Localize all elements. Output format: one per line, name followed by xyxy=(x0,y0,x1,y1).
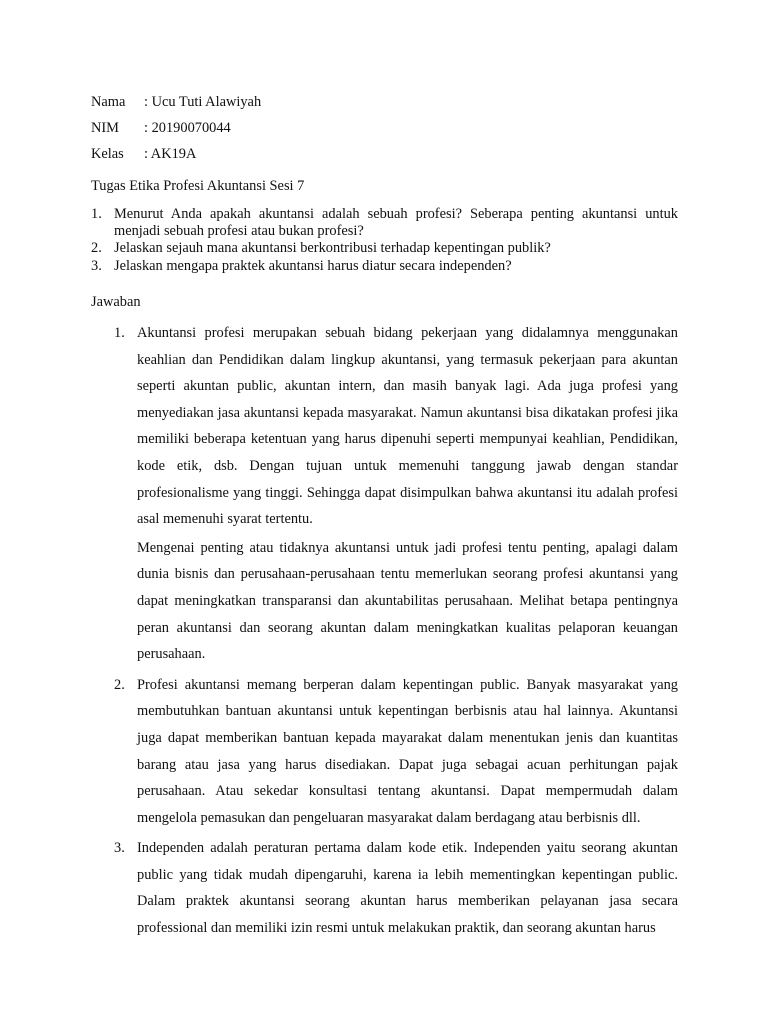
answer-item xyxy=(114,835,678,941)
question-item xyxy=(91,258,678,275)
answer-item xyxy=(114,672,678,832)
kelas-row xyxy=(91,143,261,169)
answer-number: 3. xyxy=(114,840,125,857)
nim-row xyxy=(91,117,261,143)
kelas-label: Kelas xyxy=(91,146,124,162)
answer-body xyxy=(137,835,678,941)
answer-number: 2. xyxy=(114,676,125,693)
question-number: 1. xyxy=(91,206,102,222)
question-text: Menurut Anda apakah akuntansi adalah sebuah profesi? Seberapa penting akuntansi untuk menjadi sebuah profesi atau bukan profesi? xyxy=(114,206,678,239)
answer-paragraph: Profesi akuntansi memang berperan dalam kepentingan public. Banyak masyarakat yang membutuhkan bantuan akuntansi untuk kepentingan berbisnis atau hal lainnya. Akuntansi juga dapat memberikan bantuan kepada mayarakat dalam menentukan jenis dan kuantitas barang atau jasa yang harus disediakan. Dapat juga sebagai acuan perhitungan pajak perusahaan. Atau sekedar konsultasi tentang akuntansi. Dapat mempermudah dalam mengelola pemasukan dan pengeluaran masyarakat dalam berdagang atau berbisnis dll. xyxy=(137,676,678,826)
question-text: Jelaskan mengapa praktek akuntansi harus diatur secara independen? xyxy=(114,257,512,274)
question-text: Jelaskan sejauh mana akuntansi berkontribusi terhadap kepentingan publik? xyxy=(114,240,551,256)
kelas-value: : AK19A xyxy=(144,146,197,162)
answer-number: 1. xyxy=(114,325,125,341)
nama-row xyxy=(91,91,261,117)
assignment-title: Tugas Etika Profesi Akuntansi Sesi 7 xyxy=(91,178,305,194)
answer-paragraph: Mengenai penting atau tidaknya akuntansi untuk jadi profesi tentu penting, apalagi dalam dunia bisnis dan perusahaan-perusahaan tentu memerlukan seorang profesi akuntansi yang dapat meningkatkan transparansi dan akuntabilitas perusahaan. Melihat betapa pentingnya peran akuntansi dan seorang akuntan dalam meningkatkan kualitas pelaporan keuangan perusahaan. xyxy=(137,539,678,663)
nim-label: NIM xyxy=(91,120,119,136)
question-number: 2. xyxy=(91,240,102,256)
student-header xyxy=(91,91,261,169)
nim-value: : 20190070044 xyxy=(144,120,231,136)
question-item xyxy=(91,240,678,257)
question-list xyxy=(91,206,678,275)
answer-paragraph: Akuntansi profesi merupakan sebuah bidang pekerjaan yang didalamnya menggunakan keahlian dan Pendidikan dalam lingkup akuntansi, yang termasuk pekerjaan para akuntan seperti akuntan public, akuntan intern, dan masih banyak lagi. Ada juga profesi yang menyediakan jasa akuntansi kepada masyarakat. Namun akuntansi bisa dikatakan profesi jika memiliki beberapa ketentuan yang harus dipenuhi seperti mempunyai keahlian, Pendidikan, kode etik, dsb. Dengan tujuan untuk memenuhi tanggung jawab dengan standar profesionalisme yang tinggi. Sehingga dapat disimpulkan bahwa akuntansi itu adalah profesi asal memenuhi syarat tertentu. xyxy=(137,325,678,528)
answer-list xyxy=(114,320,678,942)
answers-heading: Jawaban xyxy=(91,294,141,310)
answer-paragraph: Independen adalah peraturan pertama dalam kode etik. Independen yaitu seorang akuntan public yang tidak mudah dipengaruhi, karena ia lebih mementingkan kepentingan public. Dalam praktek akuntansi seorang akuntan harus memberikan pelayanan jasa secara professional dan memiliki izin resmi untuk melakukan praktik, dan seorang akuntan harus xyxy=(137,840,678,937)
question-number: 3. xyxy=(91,257,102,274)
answer-body xyxy=(137,320,678,668)
nama-value: : Ucu Tuti Alawiyah xyxy=(144,94,262,110)
answer-body xyxy=(137,672,678,832)
question-item xyxy=(91,206,678,239)
answer-item xyxy=(114,320,678,668)
nama-label: Nama xyxy=(91,94,126,110)
